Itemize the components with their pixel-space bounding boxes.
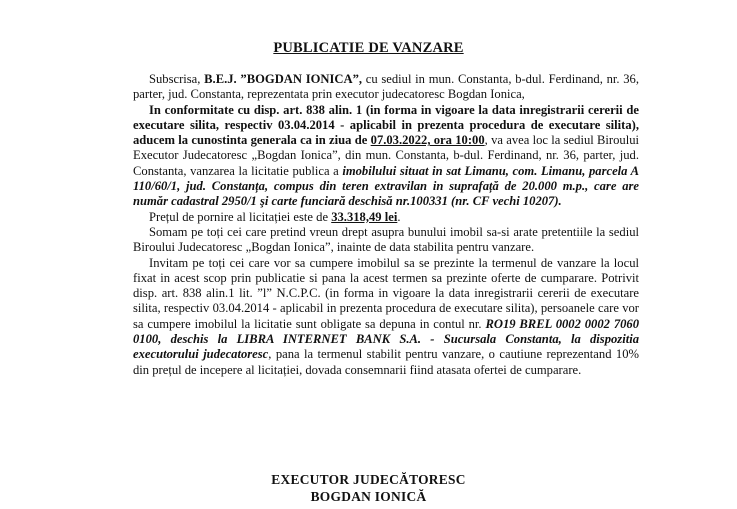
auction-location-text: , va avea loc la sediul Biroului Executor Judecatoresc „Bogdan Ionica”, din mun. Constanta, b-dul. Ferdinand, nr. 36, parter, jud. Constanta, vanzarea la licitatie publica a: [133, 133, 640, 178]
bailiff-office-name: B.E.J. ”BOGDAN IONICA”,: [204, 72, 363, 86]
paragraph-auction-announcement: [133, 103, 639, 210]
legal-basis-text: In conformitate cu disp. art. 838 alin. 1 (in forma in vigoare la data inregistrarii cererii de executare silita, respectiv 03.04.2014 - aplicabil in prezenta procedura de executare silita), aducem la cunostinta generala ca in ziua de: [133, 102, 639, 148]
invitation-text-2: , pana la termenul stabilit pentru vanzare, o cautiune reprezentand 10% din prețul de incepere al licitației, dovada consemnarii fiind atasata ofertei de cumparare.: [133, 347, 639, 377]
invitation-text-1: Invitam pe toți cei care vor sa cumpere imobilul sa se prezinte la termenul de vanzare la locul fixat in acest scop prin publicatie si pana la acest termen sa prezinte oferte de cumparare. Potrivit disp. art. 838 alin.1 lit. ”l” N.C.P.C. (in forma in vigoare la data inregistrarii cererii de executare silita, respectiv 03.04.2014 - aplicabil in prezenta procedura de executare silita), persoanele care vor sa cumpere imobilul la licitatie sunt obligate sa depuna in contul nr.: [133, 255, 639, 331]
document-title: PUBLICATIE DE VANZARE: [273, 40, 464, 56]
paragraph-claims-notice: Somam pe toți cei care pretind vreun drept asupra bunului imobil sa-si arate pretentiile la sediul Biroului Judecatoresc „Bogdan Ionica”, inainte de data stabilita pentru vanzare.: [133, 224, 639, 255]
paragraph-introduction: [133, 72, 639, 103]
intro-text-2: cu sediul in mun. Constanta, b-dul. Ferdinand, nr. 36, parter, jud. Constanta, reprezentata prin executor judecatoresc Bogdan Ionica,: [133, 72, 639, 102]
document-body: [133, 72, 639, 378]
paragraph-starting-price: [133, 210, 639, 225]
signature-block: [0, 472, 737, 505]
paragraph-bidding-invitation: [133, 256, 639, 378]
auction-date: 07.03.2022, ora 10:00: [370, 133, 485, 148]
signature-title: EXECUTOR JUDECĂTORESC: [271, 472, 466, 487]
property-description: imobilului situat in sat Limanu, com. Limanu, parcela A 110/60/1, jud. Constanța, compus din teren extravilan in suprafață de 20.000 m.p., care are număr cadastral 2950/1 şi carte funciară deschisă nr.100331 (nr. CF vechi 10207).: [133, 163, 640, 209]
bank-account-details: RO19 BREL 0002 0002 7060 0100, deschis la LIBRA INTERNET BANK S.A. - Sucursala Constanta, la dispozitia executorului judecatoresc: [133, 316, 640, 362]
price-label: Prețul de pornire al licitației este de: [149, 209, 332, 224]
signature-name: BOGDAN IONICĂ: [310, 488, 427, 504]
intro-text-1: Subscrisa,: [149, 72, 205, 86]
price-suffix: .: [397, 209, 401, 224]
starting-price-value: 33.318,49 lei: [331, 209, 398, 224]
